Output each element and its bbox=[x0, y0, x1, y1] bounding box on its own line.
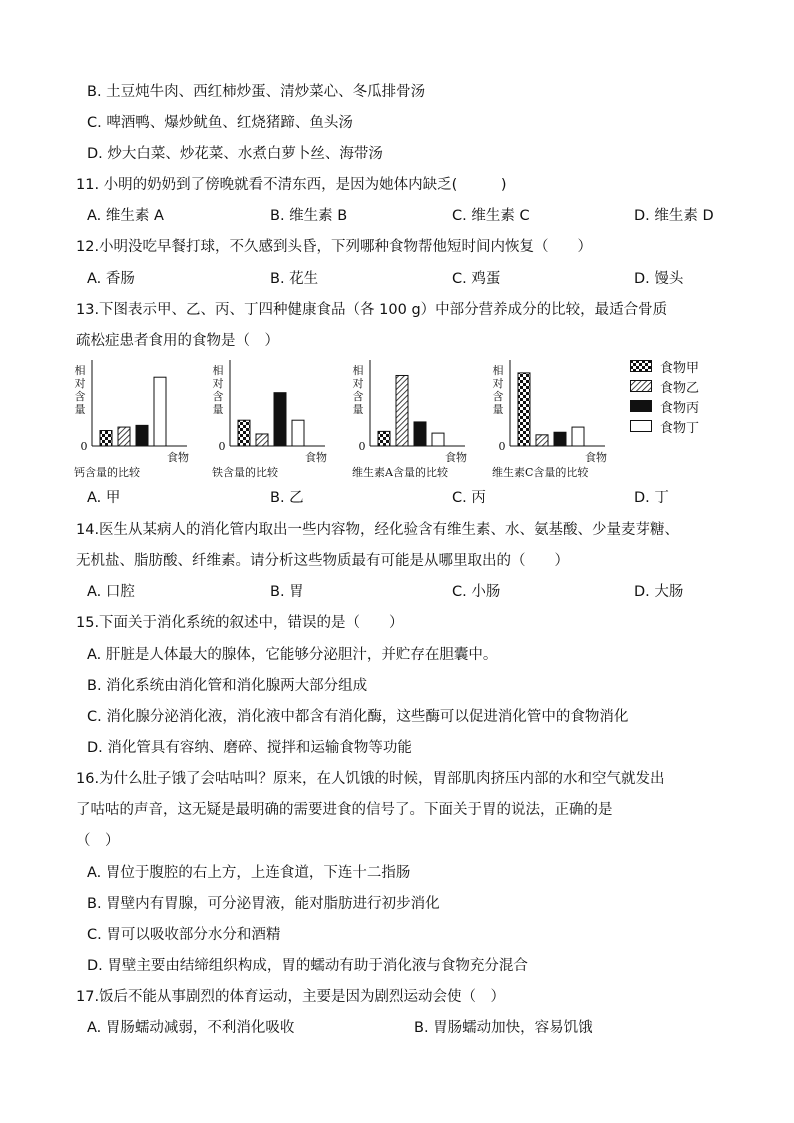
q16-option-a: A. 胃位于腹腔的右上方，上连食道，下连十二指肠 bbox=[87, 865, 411, 881]
y-axis-label: 相对含量 bbox=[352, 364, 364, 416]
q16-stem-line2: 了咕咕的声音，这无疑是最明确的需要进食的信号了。下面关于胃的说法，正确的是 bbox=[76, 802, 613, 818]
q13-option-b: B. 乙 bbox=[270, 490, 304, 506]
y-origin-label: 0 bbox=[218, 440, 226, 453]
y-origin-label: 0 bbox=[358, 440, 366, 453]
q12-option-c: C. 鸡蛋 bbox=[452, 271, 501, 287]
q15-option-d: D. 消化管具有容纳、磨碎、搅拌和运输食物等功能 bbox=[87, 740, 412, 756]
q17-stem: 17.饭后不能从事剧烈的体育运动，主要是因为剧烈运动会使（ ） bbox=[76, 989, 506, 1005]
q11-option-a: A. 维生素 A bbox=[87, 208, 164, 224]
chart-title: 铁含量的比较 bbox=[212, 466, 278, 479]
x-axis-label: 食物 bbox=[445, 451, 467, 464]
y-axis-label: 相对含量 bbox=[212, 364, 224, 416]
q12-option-a: A. 香肠 bbox=[87, 271, 135, 287]
bar-food-ding bbox=[292, 420, 304, 446]
x-axis-label: 食物 bbox=[305, 451, 327, 464]
bar-food-jia bbox=[518, 373, 530, 446]
y-axis-label: 相对含量 bbox=[492, 364, 504, 416]
bar-food-jia bbox=[100, 431, 112, 446]
q17-option-b: B. 胃肠蠕动加快，容易饥饿 bbox=[414, 1020, 593, 1036]
q15-option-c: C. 消化腺分泌消化液，消化液中都含有消化酶，这些酶可以促进消化管中的食物消化 bbox=[87, 709, 629, 725]
bar-food-yi bbox=[256, 434, 268, 446]
q13-stem-line2: 疏松症患者食用的食物是（ ） bbox=[76, 333, 279, 349]
bar-food-yi bbox=[536, 435, 548, 446]
q16-option-c: C. 胃可以吸收部分水分和酒精 bbox=[87, 927, 281, 943]
legend-label: 食物丁 bbox=[660, 421, 700, 436]
bar-food-jia bbox=[238, 420, 250, 446]
y-origin-label: 0 bbox=[498, 440, 506, 453]
q12-option-b: B. 花生 bbox=[270, 271, 319, 287]
x-axis-label: 食物 bbox=[167, 451, 189, 464]
vitamin-a-chart bbox=[350, 356, 480, 481]
checker-swatch-icon bbox=[630, 360, 652, 372]
q10-option-c: C. 啤酒鸭、爆炒鱿鱼、红烧猪蹄、鱼头汤 bbox=[87, 115, 353, 131]
q13-option-c: C. 丙 bbox=[452, 490, 486, 506]
bar-food-bing bbox=[136, 425, 148, 446]
q15-stem: 15.下面关于消化系统的叙述中，错误的是（ ） bbox=[76, 615, 404, 631]
q16-stem-line3: （ ） bbox=[76, 833, 120, 849]
chart-title: 维生素A含量的比较 bbox=[352, 466, 448, 479]
q15-option-a: A. 肝脏是人体最大的腺体，它能够分泌胆汁，并贮存在胆囊中。 bbox=[87, 647, 498, 663]
bar-food-ding bbox=[432, 433, 444, 446]
q14-option-d: D. 大肠 bbox=[634, 584, 684, 600]
q11-option-d: D. 维生素 D bbox=[634, 208, 714, 224]
q10-option-d: D. 炒大白菜、炒花菜、水煮白萝卜丝、海带汤 bbox=[87, 146, 383, 162]
q14-stem-line2: 无机盐、脂肪酸、纤维素。请分析这些物质最有可能是从哪里取出的（ ） bbox=[76, 553, 569, 569]
calcium-chart bbox=[72, 356, 202, 481]
hatch-swatch-icon bbox=[630, 380, 652, 392]
q11-stem: 11. 小明的奶奶到了傍晚就看不清东西，是因为她体内缺乏( ) bbox=[76, 177, 507, 193]
bar-food-bing bbox=[554, 432, 566, 446]
vitamin-c-chart bbox=[490, 356, 620, 481]
y-axis-label: 相对含量 bbox=[74, 364, 86, 416]
q14-stem-line1: 14.医生从某病人的消化管内取出一些内容物，经化验含有维生素、水、氨基酸、少量麦芽糖、 bbox=[76, 522, 680, 538]
q15-option-b: B. 消化系统由消化管和消化腺两大部分组成 bbox=[87, 678, 368, 694]
bar-food-bing bbox=[274, 393, 286, 446]
bar-food-bing bbox=[414, 422, 426, 446]
q13-option-a: A. 甲 bbox=[87, 490, 121, 506]
legend-label: 食物甲 bbox=[660, 361, 700, 376]
q16-option-d: D. 胃壁主要由结缔组织构成，胃的蠕动有助于消化液与食物充分混合 bbox=[87, 958, 528, 974]
q14-option-b: B. 胃 bbox=[270, 584, 304, 600]
q11-option-b: B. 维生素 B bbox=[270, 208, 348, 224]
bar-food-ding bbox=[572, 427, 584, 446]
empty-swatch-icon bbox=[630, 420, 652, 432]
q16-stem-line1: 16.为什么肚子饿了会咕咕叫？原来，在人饥饿的时候，胃部肌肉挤压内部的水和空气就发出 bbox=[76, 771, 665, 787]
chart-legend bbox=[630, 360, 740, 440]
q12-option-d: D. 馒头 bbox=[634, 271, 684, 287]
bar-food-yi bbox=[396, 375, 408, 446]
x-axis-label: 食物 bbox=[585, 451, 607, 464]
q16-option-b: B. 胃壁内有胃腺，可分泌胃液，能对脂肪进行初步消化 bbox=[87, 896, 440, 912]
iron-chart bbox=[210, 356, 340, 481]
bar-food-ding bbox=[154, 377, 166, 446]
chart-title: 维生素C含量的比较 bbox=[492, 466, 589, 479]
y-origin-label: 0 bbox=[80, 440, 88, 453]
q17-option-a: A. 胃肠蠕动减弱，不利消化吸收 bbox=[87, 1020, 295, 1036]
legend-label: 食物丙 bbox=[660, 401, 700, 416]
q10-option-b: B. 土豆炖牛肉、西红柿炒蛋、清炒菜心、冬瓜排骨汤 bbox=[87, 84, 426, 100]
bar-food-jia bbox=[378, 431, 390, 446]
q13-stem-line1: 13.下图表示甲、乙、丙、丁四种健康食品（各 100 g）中部分营养成分的比较，最适合骨质 bbox=[76, 302, 668, 318]
q12-stem: 12.小明没吃早餐打球，不久感到头昏，下列哪种食物帮他短时间内恢复（ ） bbox=[76, 239, 593, 255]
q14-option-c: C. 小肠 bbox=[452, 584, 501, 600]
chart-title: 钙含量的比较 bbox=[74, 466, 140, 479]
legend-label: 食物乙 bbox=[660, 381, 700, 396]
q13-option-d: D. 丁 bbox=[634, 490, 669, 506]
bar-food-yi bbox=[118, 427, 130, 446]
q11-option-c: C. 维生素 C bbox=[452, 208, 530, 224]
solid-swatch-icon bbox=[630, 400, 652, 412]
q14-option-a: A. 口腔 bbox=[87, 584, 135, 600]
